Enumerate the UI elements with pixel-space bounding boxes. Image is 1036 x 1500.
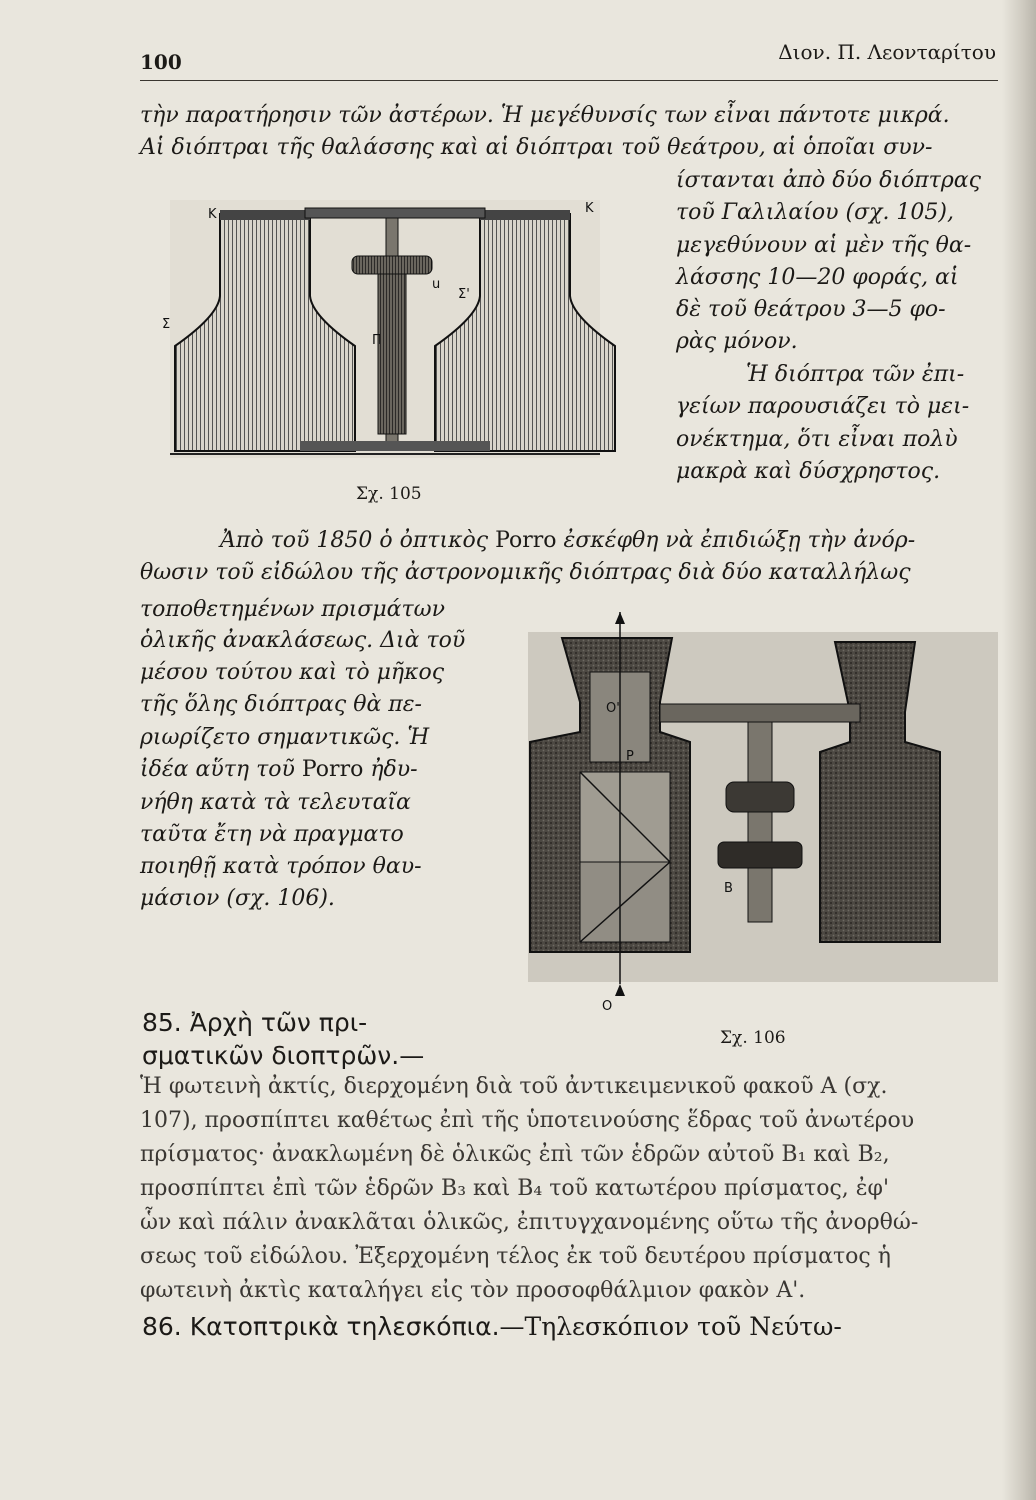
text-line: μεγεθύνουν αἱ μὲν τῆς θα- [676, 233, 972, 258]
section-86-subtitle: —Τηλεσκόπιον τοῦ Νεύτω- [499, 1312, 842, 1341]
text-line: τοῦ Γαλιλαίου (σχ. 105), [676, 200, 954, 225]
fig105-label-pi: Π [372, 333, 382, 348]
section-85-heading: σματικῶν διοπτρῶν.— [142, 1041, 425, 1070]
text-run: ἠδυ- [363, 757, 418, 782]
text-line: μακρὰ καὶ δύσχρηστος. [676, 459, 941, 484]
fig105-label-sigma: Σ [162, 317, 171, 332]
fig105-label-sigma-prime: Σ' [458, 287, 470, 302]
text-line: μάσιον (σχ. 106). [140, 886, 335, 911]
text-line: ταῦτα ἔτη νὰ πραγματο [140, 822, 404, 847]
text-line: νήθη κατὰ τὰ τελευταῖα [140, 790, 411, 815]
fig105-label-k: K [585, 201, 594, 216]
text-run: Porro [495, 528, 557, 553]
header-rule [140, 80, 998, 81]
text-line: Αἱ διόπτραι τῆς θαλάσσης καὶ αἱ διόπτραι τοῦ θεάτρου, αἱ ὁποῖαι συν- [140, 135, 933, 160]
fig105-label-u: u [432, 277, 441, 292]
text-line: ονέκτημα, ὅτι εἶναι πολὺ [676, 427, 958, 452]
figure-105-binoculars [140, 196, 660, 466]
text-line: πρίσματος· ἀνακλωμένη δὲ ὁλικῶς ἐπὶ τῶν ἑδρῶν αὐτοῦ Β₁ καὶ Β₂, [140, 1142, 890, 1167]
text-line: ὧν καὶ πάλιν ἀνακλᾶται ὁλικῶς, ἐπιτυγχανομένης οὕτω τῆς ἀνορθώ- [140, 1210, 919, 1235]
text-run: Porro [301, 757, 364, 782]
text-line: ποιηθῇ κατὰ τρόπον θαυ- [140, 854, 422, 879]
text-line: τοποθετημένων πρισμάτων [140, 597, 445, 622]
text-line: θωσιν τοῦ εἰδώλου τῆς ἀστρονομικῆς διόπτρας διὰ δύο καταλλήλως [140, 560, 911, 585]
section-85-heading: 85. Ἀρχὴ τῶν πρι- [142, 1008, 368, 1037]
fig105-label-k: K [208, 207, 217, 222]
text-line: λάσσης 10—20 φοράς, αἱ [676, 265, 959, 290]
section-86-title: 86. Κατοπτρικὰ τηλεσκόπια. [142, 1312, 500, 1341]
text-line: ριωρίζετο σημαντικῶς. Ἡ [140, 725, 430, 750]
text-line: δὲ τοῦ θεάτρου 3—5 φο- [676, 297, 946, 322]
section-86-heading [142, 1312, 842, 1341]
text-line: τῆς ὅλης διόπτρας θὰ πε- [140, 692, 422, 717]
text-line [220, 528, 915, 553]
text-line: φωτεινὴ ἀκτὶς καταλήγει εἰς τὸν προσοφθάλμιον φακὸν Α'. [140, 1278, 806, 1303]
figure-106-prism-binoculars [520, 612, 1010, 1012]
text-line: ίστανται ἀπὸ δύο διόπτρας [676, 168, 981, 193]
text-line: ρὰς μόνον. [676, 329, 798, 354]
running-head: Διον. Π. Λεονταρίτου [778, 40, 996, 64]
text-line: 107), προσπίπτει καθέτως ἐπὶ τῆς ὑποτεινούσης ἕδρας τοῦ ἀνωτέρου [140, 1108, 915, 1133]
text-line: μέσου τούτου καὶ τὸ μῆκος [140, 660, 445, 685]
fig106-label-o: O [602, 999, 613, 1012]
figure-105-caption: Σχ. 105 [356, 484, 422, 504]
text-line: τὴν παρατήρησιν τῶν ἀστέρων. Ἡ μεγέθυνσίς των εἶναι πάντοτε μικρά. [140, 103, 950, 128]
text-line: σεως τοῦ εἰδώλου. Ἐξερχομένη τέλος ἐκ τοῦ δευτέρου πρίσματος ἡ [140, 1244, 891, 1269]
text-line [140, 757, 418, 782]
page-number: 100 [140, 50, 182, 74]
figure-106-caption: Σχ. 106 [720, 1028, 786, 1048]
fig106-label-o-prime: O' [606, 701, 620, 716]
text-line: Ἡ διόπτρα τῶν ἐπι- [746, 362, 965, 387]
text-line: προσπίπτει ἐπὶ τῶν ἑδρῶν Β₃ καὶ Β₄ τοῦ κατωτέρου πρίσματος, ἐφ' [140, 1176, 890, 1201]
text-run: ἰδέα αὕτη τοῦ [140, 757, 302, 782]
fig106-label-b: B [724, 881, 733, 896]
text-run: ἐσκέφθη νὰ ἐπιδιώξῃ τὴν ἀνόρ- [556, 528, 916, 553]
fig106-label-p: P [626, 749, 634, 764]
text-line: Ἡ φωτεινὴ ἀκτίς, διερχομένη διὰ τοῦ ἀντικειμενικοῦ φακοῦ Α (σχ. [140, 1074, 888, 1099]
text-line: ὁλικῆς ἀνακλάσεως. Διὰ τοῦ [140, 628, 466, 653]
text-run: Ἀπὸ τοῦ 1850 ὁ ὀπτικὸς [220, 528, 496, 553]
text-line: γείων παρουσιάζει τὸ μει- [676, 394, 970, 419]
